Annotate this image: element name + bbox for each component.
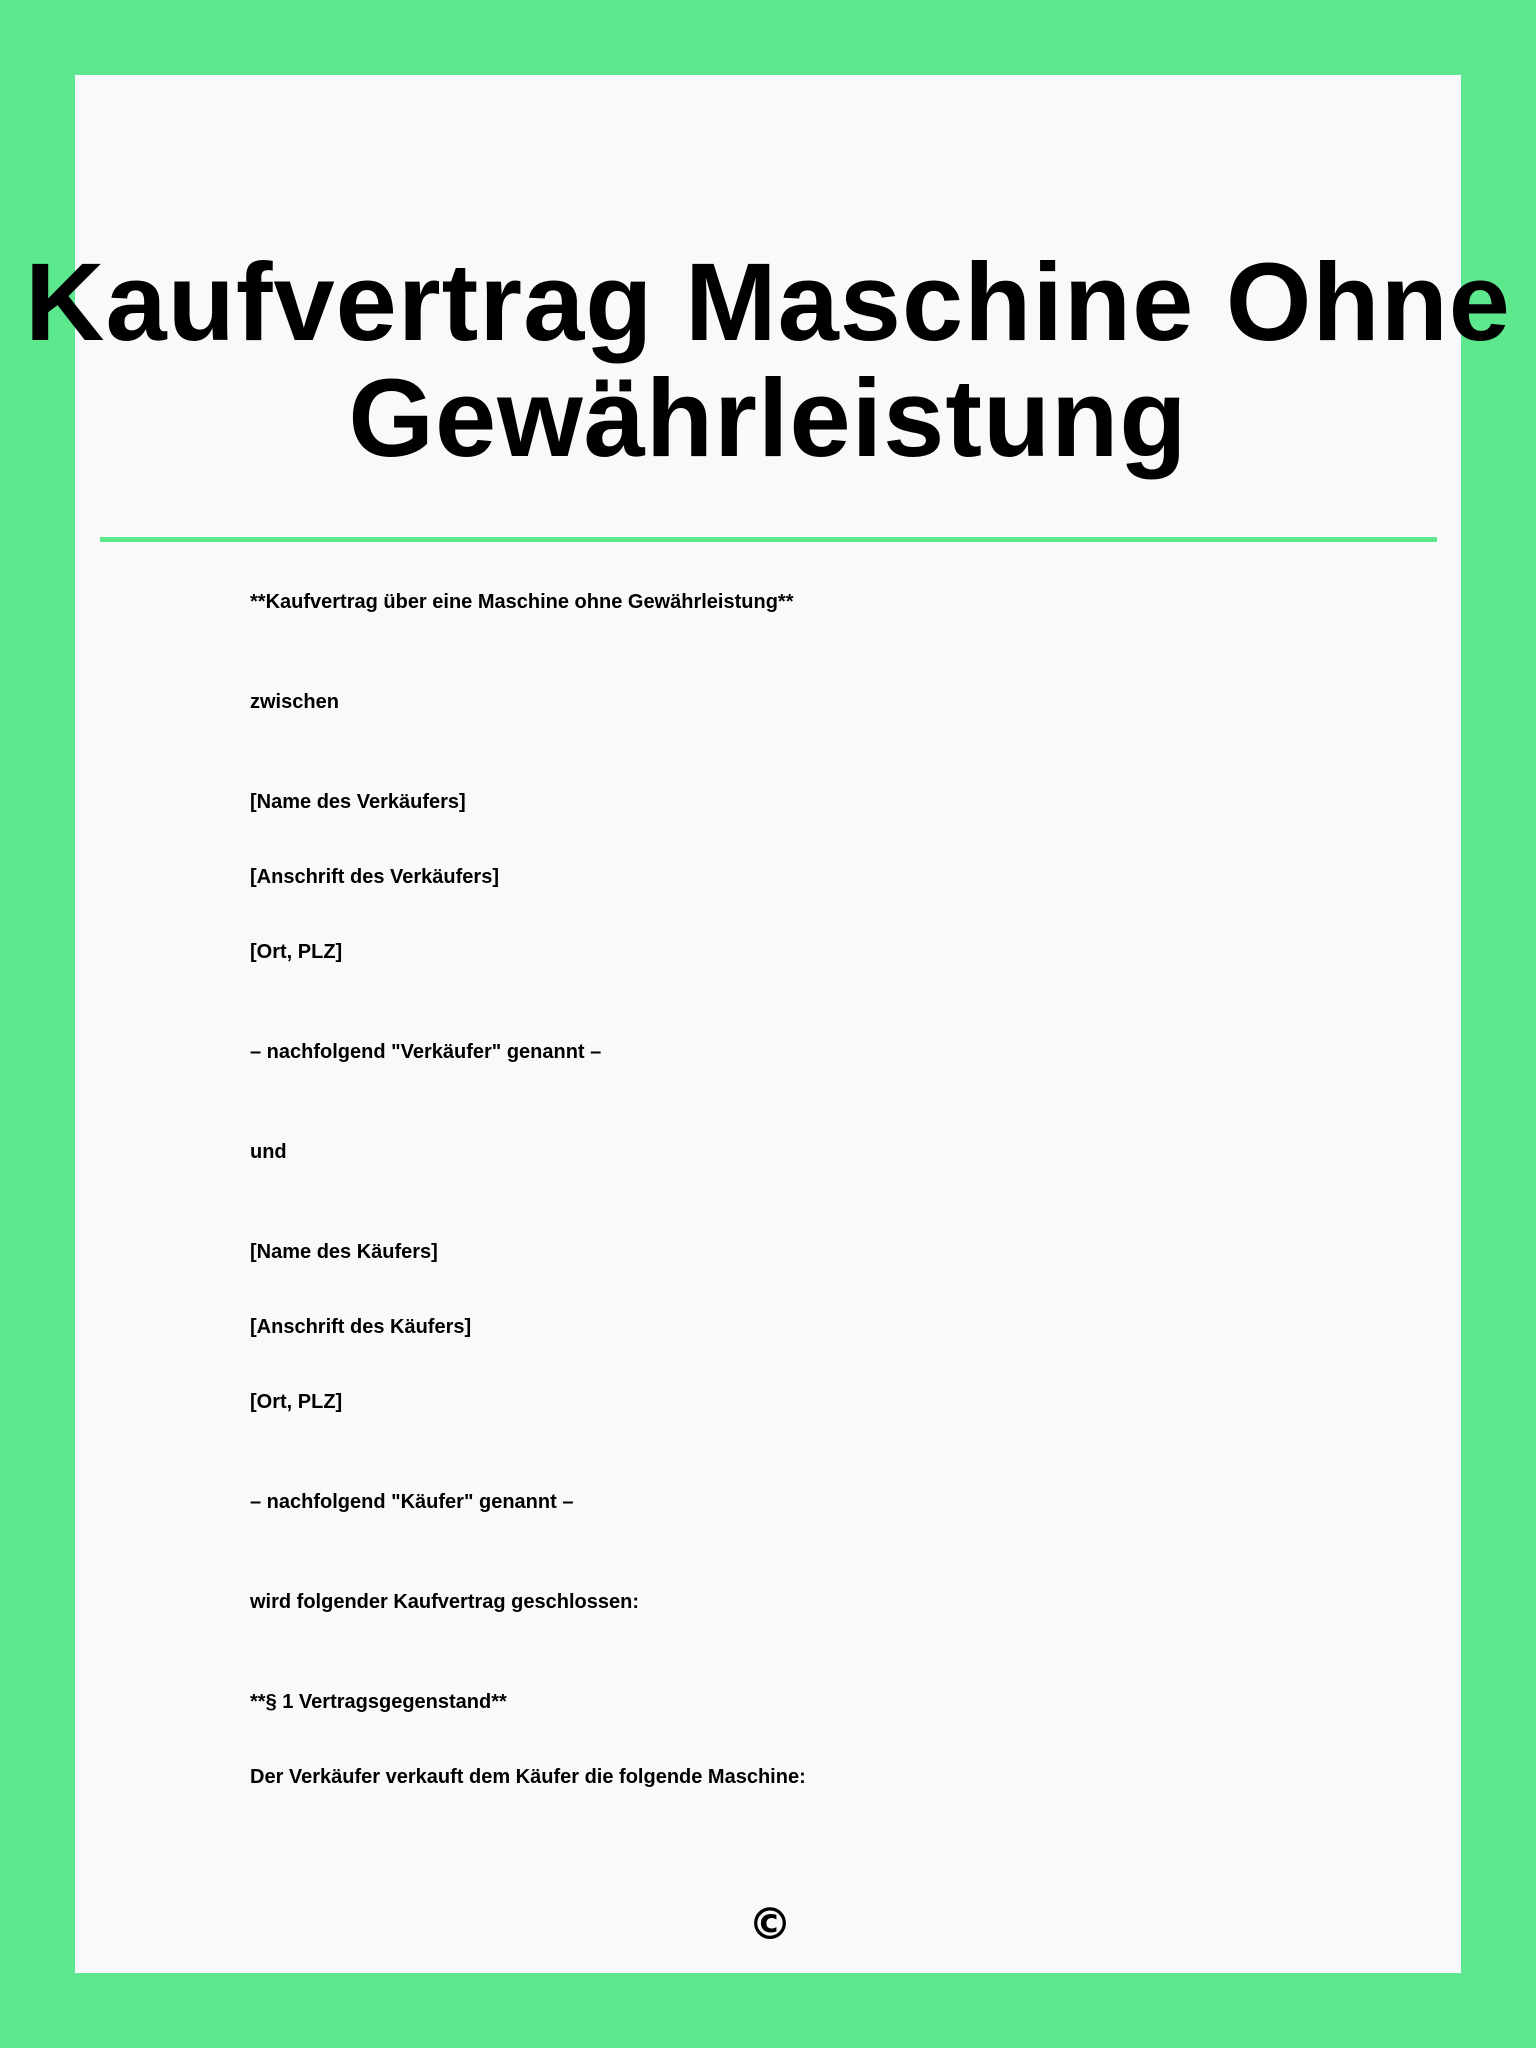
contract-heading: **Kaufvertrag über eine Maschine ohne Gewährleistung**	[250, 591, 794, 613]
seller-city-placeholder: [Ort, PLZ]	[250, 941, 343, 963]
seller-address-placeholder: [Anschrift des Verkäufers]	[250, 866, 499, 888]
buyer-address-placeholder: [Anschrift des Käufers]	[250, 1316, 472, 1338]
document-title: Kaufvertrag Maschine Ohne Gewährleistung	[25, 241, 1511, 480]
contract-line-and: und	[250, 1141, 287, 1163]
section-1-text: Der Verkäufer verkauft dem Käufer die folgende Maschine:	[250, 1766, 806, 1788]
contract-line-between: zwischen	[250, 691, 339, 713]
buyer-designation: – nachfolgend "Käufer" genannt –	[250, 1491, 574, 1513]
buyer-name-placeholder: [Name des Käufers]	[250, 1241, 438, 1263]
seller-designation: – nachfolgend "Verkäufer" genannt –	[250, 1041, 602, 1063]
copyright-icon: ©	[748, 1899, 792, 1950]
seller-name-placeholder: [Name des Verkäufers]	[250, 791, 466, 813]
buyer-city-placeholder: [Ort, PLZ]	[250, 1391, 343, 1413]
title-divider	[100, 537, 1437, 542]
contract-intro: wird folgender Kaufvertrag geschlossen:	[250, 1591, 639, 1613]
section-1-heading: **§ 1 Vertragsgegenstand**	[250, 1691, 507, 1713]
